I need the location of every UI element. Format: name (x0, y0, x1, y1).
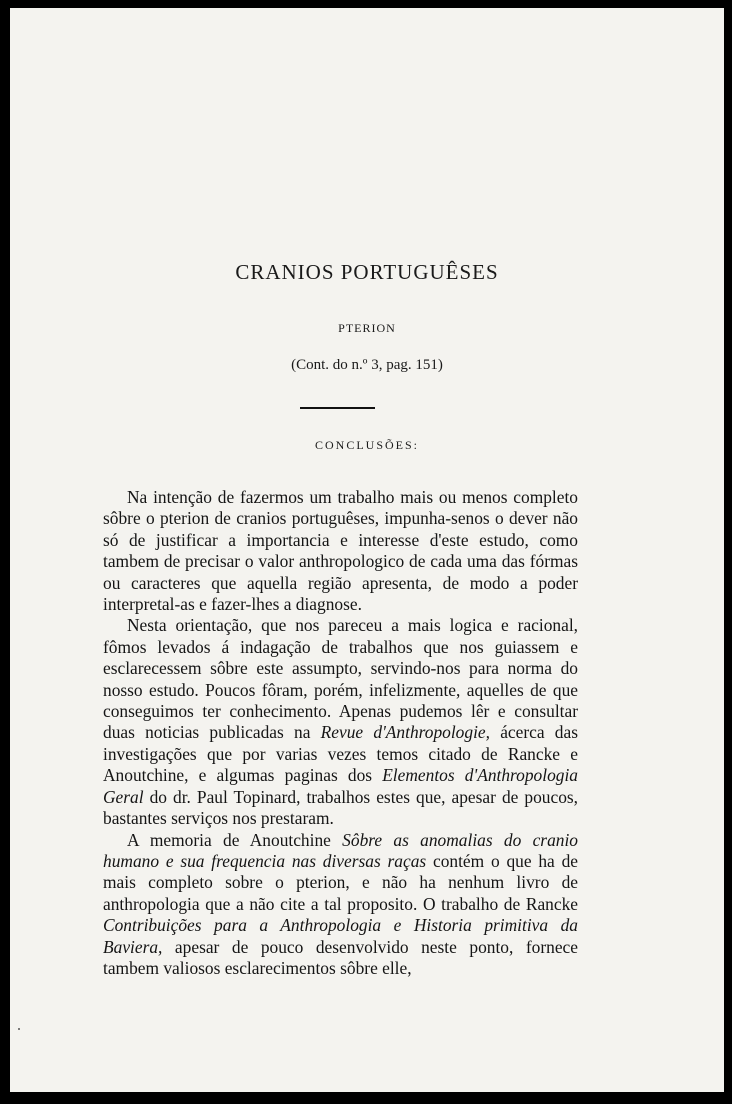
continuation-note: (Cont. do n.º 3, pag. 151) (291, 357, 443, 373)
article-subtitle: PTERION (338, 321, 396, 335)
text-run-italic: Sôbre as anomalias do cranio humano e sua frequencia nas diversas raças (103, 829, 578, 871)
text-run-italic: Elementos d'Anthropologia Geral (103, 765, 578, 807)
article-body (103, 487, 578, 979)
divider-rule (300, 407, 375, 409)
paragraph (103, 487, 578, 615)
section-heading: CONCLUSÕES: (314, 438, 419, 452)
text-run: ácerca das investigações que por varias vezes temos citado de Rancke e Anoutchine, e algumas paginas dos (103, 722, 578, 786)
text-run: contém o que ha de mais completo sobre o pterion, e não ha nenhum livro de anthropologia que a não cite a tal proposito. O trabalho de Rancke (103, 850, 578, 914)
text-run: A memoria de Anoutchine (127, 829, 343, 850)
text-run-italic: Revue d'Anthropologie, (320, 722, 490, 743)
text-run: Na intenção de fazermos um trabalho mais ou menos completo sôbre o pterion de cranios portuguêses, impunha-senos o dever não só de justificar a importancia e interesse d'este estudo, como tambem de precisar o valor anthropologico de cada uma das fórmas ou caracteres que aquella região apresenta, de modo a poder interpretal-as e fazer-lhes a diagnose. (103, 487, 578, 615)
text-run: apesar de pouco desenvolvido neste ponto, fornece tambem valiosos esclarecimentos sôbre elle, (103, 936, 578, 978)
paragraph (103, 830, 578, 980)
text-run: Nesta orientação, que nos pareceu a mais logica e racional, fômos levados á indagação de trabalhos que nos guiassem e esclarecessem sôbre este assumpto, servindo-nos para norma do nosso estudo. Poucos fôram, porém, infelizmente, aquelles de que conseguimos ter conhecimento. Apenas pudemos lêr e consultar duas noticias publicadas na (103, 615, 578, 743)
page (10, 8, 724, 1092)
paragraph (103, 615, 578, 829)
text-run-italic: Contribuições para a Anthropologia e Historia primitiva da Baviera, (103, 915, 578, 957)
text-run: do dr. Paul Topinard, trabalhos estes que, apesar de poucos, bastantes serviços nos prestaram. (103, 786, 578, 829)
margin-speck (18, 1028, 20, 1030)
article-title: CRANIOS PORTUGUÊSES (235, 260, 499, 284)
